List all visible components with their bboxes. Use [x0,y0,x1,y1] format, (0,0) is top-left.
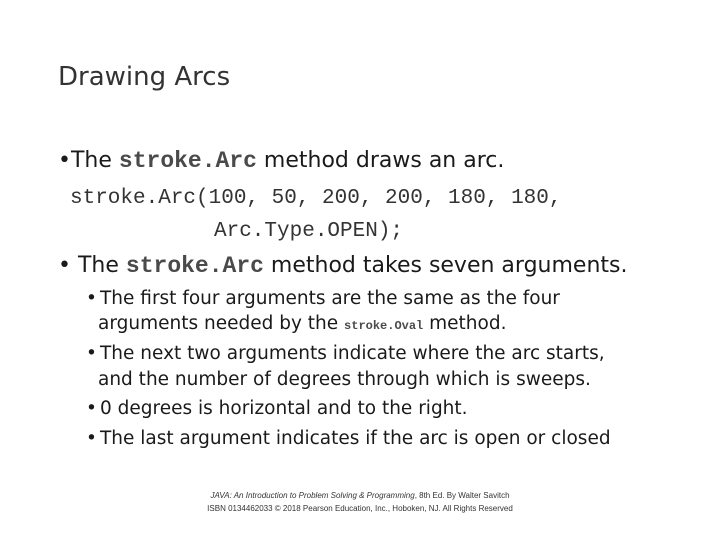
bullet-marker: • [86,428,97,449]
sub-bullet-last-argument [86,428,611,449]
bullet-marker: • [58,253,71,278]
inline-code: stroke.Oval [344,319,424,333]
code-line-2: Arc.Type.OPEN); [214,220,404,243]
sub-bullet-first-four [86,288,560,309]
bullet-marker: • [86,398,97,419]
sub-bullet-text: 0 degrees is horizontal and to the right. [100,398,468,419]
bullet-stroke-arc-draws [58,148,504,174]
bullet-marker: • [86,343,97,364]
footer-line-2: ISBN 0134462033 © 2018 Pearson Education, Inc., Hoboken, NJ. All Rights Reserved [207,504,513,513]
footer-line-1 [0,489,720,502]
sub-bullet-first-four-cont [98,313,506,334]
sub-bullet-text: The last argument indicates if the arc is open or closed [100,428,611,449]
sub-bullet-next-two [86,343,605,364]
inline-code: stroke.Arc [118,148,257,174]
slide-title: Drawing Arcs [58,62,231,92]
footer-edition: , 8th Ed. By Walter Savitch [414,491,510,500]
bullet-marker: • [86,288,97,309]
sub-bullet-text: The first four arguments are the same as the four [100,288,560,309]
inline-code: stroke.Arc [125,253,264,279]
bullet-seven-arguments [58,253,627,279]
bullet-text-suffix: method takes seven arguments. [263,253,628,278]
sub-bullet-text-suffix: method. [423,313,507,334]
sub-bullet-zero-degrees [86,398,468,419]
sub-bullet-next-two-cont: and the number of degrees through which is sweeps. [98,369,591,390]
bullet-text-prefix: The [70,148,119,173]
sub-bullet-text-prefix: arguments needed by the [98,313,345,334]
bullet-text-suffix: method draws an arc. [256,148,505,173]
code-line-1: stroke.Arc(100, 50, 200, 200, 180, 180, [70,187,562,210]
footer-book-title: JAVA: An Introduction to Problem Solving & Programming [210,491,415,500]
sub-bullet-text: The next two arguments indicate where the arc starts, [100,343,605,364]
bullet-marker: • [58,148,71,173]
copyright-footer [0,489,720,515]
bullet-text-prefix: The [77,253,126,278]
